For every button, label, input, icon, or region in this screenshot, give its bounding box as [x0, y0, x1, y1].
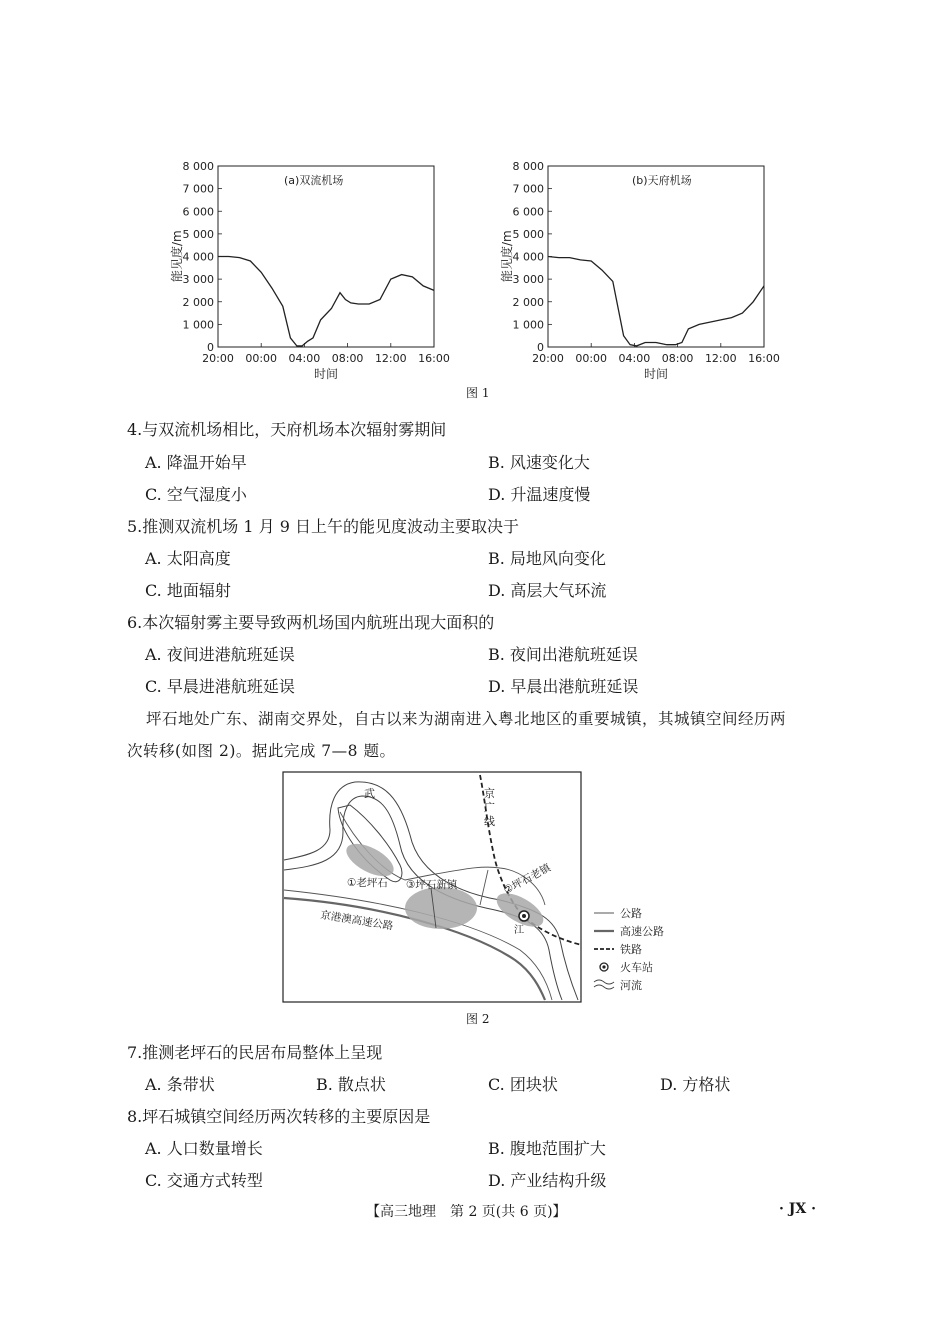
- legend-road: 公路: [620, 907, 642, 920]
- chart-a-ylabel: 能见度/m: [170, 230, 184, 282]
- chart-b-xtick-label: 08:00: [661, 352, 694, 365]
- chart-b: [499, 160, 780, 381]
- map-label-jiang: 江: [514, 925, 524, 936]
- chart-a-ytick-label: 3 000: [182, 273, 214, 287]
- question-7-option-a[interactable]: A. 条带状: [145, 1075, 215, 1094]
- chart-b-ytick-label: 1 000: [512, 318, 544, 332]
- chart-a-ytick-label: 2 000: [182, 295, 214, 309]
- chart-a-xtick-label: 12:00: [374, 352, 407, 365]
- figure-2-caption: 图 2: [466, 1012, 490, 1026]
- question-5-option-c[interactable]: C. 地面辐射: [145, 581, 231, 600]
- legend-station: 火车站: [620, 961, 653, 974]
- question-8-option-c[interactable]: C. 交通方式转型: [145, 1171, 263, 1190]
- question-4-option-c[interactable]: C. 空气湿度小: [145, 485, 247, 504]
- chart-b-xtick-label: 04:00: [618, 352, 651, 365]
- map-legend: [594, 907, 664, 992]
- question-7-option-b[interactable]: B. 散点状: [316, 1075, 386, 1094]
- chart-b-ytick-label: 4 000: [512, 250, 544, 264]
- map-label-rail-2: 广: [484, 801, 495, 814]
- chart-a-xlabel: 时间: [314, 367, 339, 381]
- road-3: [480, 870, 488, 905]
- chart-b-xtick-label: 20:00: [532, 352, 564, 365]
- chart-b-xlabel: 时间: [644, 367, 669, 381]
- question-4-stem: 4.与双流机场相比，天府机场本次辐射雾期间: [127, 420, 447, 439]
- passage-line-1: 坪石地处广东、湖南交界处，自古以来为湖南进入粤北地区的重要城镇，其城镇空间经历两: [146, 710, 787, 728]
- question-8-option-d[interactable]: D. 产业结构升级: [488, 1171, 607, 1190]
- question-7-stem: 7.推测老坪石的民居布局整体上呈现: [127, 1043, 383, 1062]
- question-5-stem: 5.推测双流机场 1 月 9 日上午的能见度波动主要取决于: [127, 517, 519, 536]
- passage-line-2: 次转移(如图 2)。据此完成 7—8 题。: [127, 742, 396, 760]
- footer-page-number: 【高三地理 第 2 页(共 6 页)】: [366, 1204, 567, 1220]
- question-6-option-a[interactable]: A. 夜间进港航班延误: [145, 645, 295, 664]
- town-old-pingshi: [341, 837, 398, 883]
- legend-river: 河流: [620, 979, 642, 992]
- map-label-rail-3: 线: [484, 815, 495, 828]
- question-7-option-c[interactable]: C. 团块状: [488, 1075, 558, 1094]
- question-7-option-d[interactable]: D. 方格状: [660, 1075, 731, 1094]
- chart-b-ytick-label: 6 000: [512, 205, 544, 219]
- chart-a-xtick-label: 08:00: [331, 352, 364, 365]
- chart-a: [169, 160, 450, 381]
- figure-2-map: [0, 765, 950, 1015]
- chart-b-xtick-label: 00:00: [575, 352, 608, 365]
- question-6-option-d[interactable]: D. 早晨出港航班延误: [488, 677, 639, 696]
- chart-a-series-line: [218, 257, 434, 346]
- chart-a-ytick-label: 4 000: [182, 250, 214, 264]
- question-6-option-c[interactable]: C. 早晨进港航班延误: [145, 677, 295, 696]
- chart-b-ytick-label: 5 000: [512, 227, 544, 241]
- chart-b-ytick-label: 0: [537, 341, 544, 354]
- question-6-option-b[interactable]: B. 夜间出港航班延误: [488, 645, 638, 664]
- chart-a-ytick-label: 0: [207, 341, 214, 354]
- question-8-option-a[interactable]: A. 人口数量增长: [145, 1139, 263, 1158]
- chart-b-ytick-label: 3 000: [512, 273, 544, 287]
- question-8-option-b[interactable]: B. 腹地范围扩大: [488, 1139, 606, 1158]
- chart-a-xtick-label: 04:00: [288, 352, 321, 365]
- question-6-stem: 6.本次辐射雾主要导致两机场国内航班出现大面积的: [127, 613, 495, 632]
- chart-a-ytick-label: 5 000: [182, 227, 214, 241]
- figure-1: [0, 150, 950, 400]
- question-4-option-d[interactable]: D. 升温速度慢: [488, 485, 591, 504]
- question-4-option-b[interactable]: B. 风速变化大: [488, 453, 590, 472]
- chart-a-xtick-label: 20:00: [202, 352, 234, 365]
- chart-b-ytick-label: 7 000: [512, 182, 544, 196]
- chart-a-ytick-label: 6 000: [182, 205, 214, 219]
- chart-b-xtick-label: 12:00: [704, 352, 737, 365]
- chart-a-xtick-label: 00:00: [245, 352, 278, 365]
- chart-b-ytick-label: 2 000: [512, 295, 544, 309]
- chart-a-ytick-label: 8 000: [182, 160, 214, 173]
- town-new-pingshi: [405, 887, 477, 929]
- map-label-highway: 京港澳高速公路: [319, 909, 395, 933]
- question-8-stem: 8.坪石城镇空间经历两次转移的主要原因是: [127, 1107, 431, 1126]
- question-5-option-b[interactable]: B. 局地风向变化: [488, 549, 606, 568]
- chart-a-ytick-label: 7 000: [182, 182, 214, 196]
- chart-b-xtick-label: 16:00: [748, 352, 780, 365]
- map-label-town-2: ②坪石老镇: [501, 861, 553, 897]
- chart-b-series-line: [548, 257, 764, 346]
- footer-code: · JX ·: [779, 1201, 816, 1217]
- map-label-town-1: ①老坪石: [347, 877, 388, 889]
- legend-railway: 铁路: [620, 943, 642, 956]
- chart-b-ylabel: 能见度/m: [500, 230, 514, 282]
- chart-a-ytick-label: 1 000: [182, 318, 214, 332]
- chart-a-title: (a)双流机场: [284, 174, 344, 187]
- question-4-option-a[interactable]: A. 降温开始早: [145, 453, 247, 472]
- figure-1-caption: 图 1: [466, 386, 490, 400]
- map-label-rail-1: 京: [484, 787, 495, 800]
- legend-expressway: 高速公路: [620, 925, 664, 938]
- chart-b-ytick-label: 8 000: [512, 160, 544, 173]
- map-label-wu: 武: [364, 787, 375, 800]
- question-5-option-a[interactable]: A. 太阳高度: [145, 549, 231, 568]
- question-5-option-d[interactable]: D. 高层大气环流: [488, 581, 607, 600]
- map-label-town-3: ③坪石新镇: [406, 879, 458, 891]
- chart-a-xtick-label: 16:00: [418, 352, 450, 365]
- chart-b-title: (b)天府机场: [632, 174, 692, 187]
